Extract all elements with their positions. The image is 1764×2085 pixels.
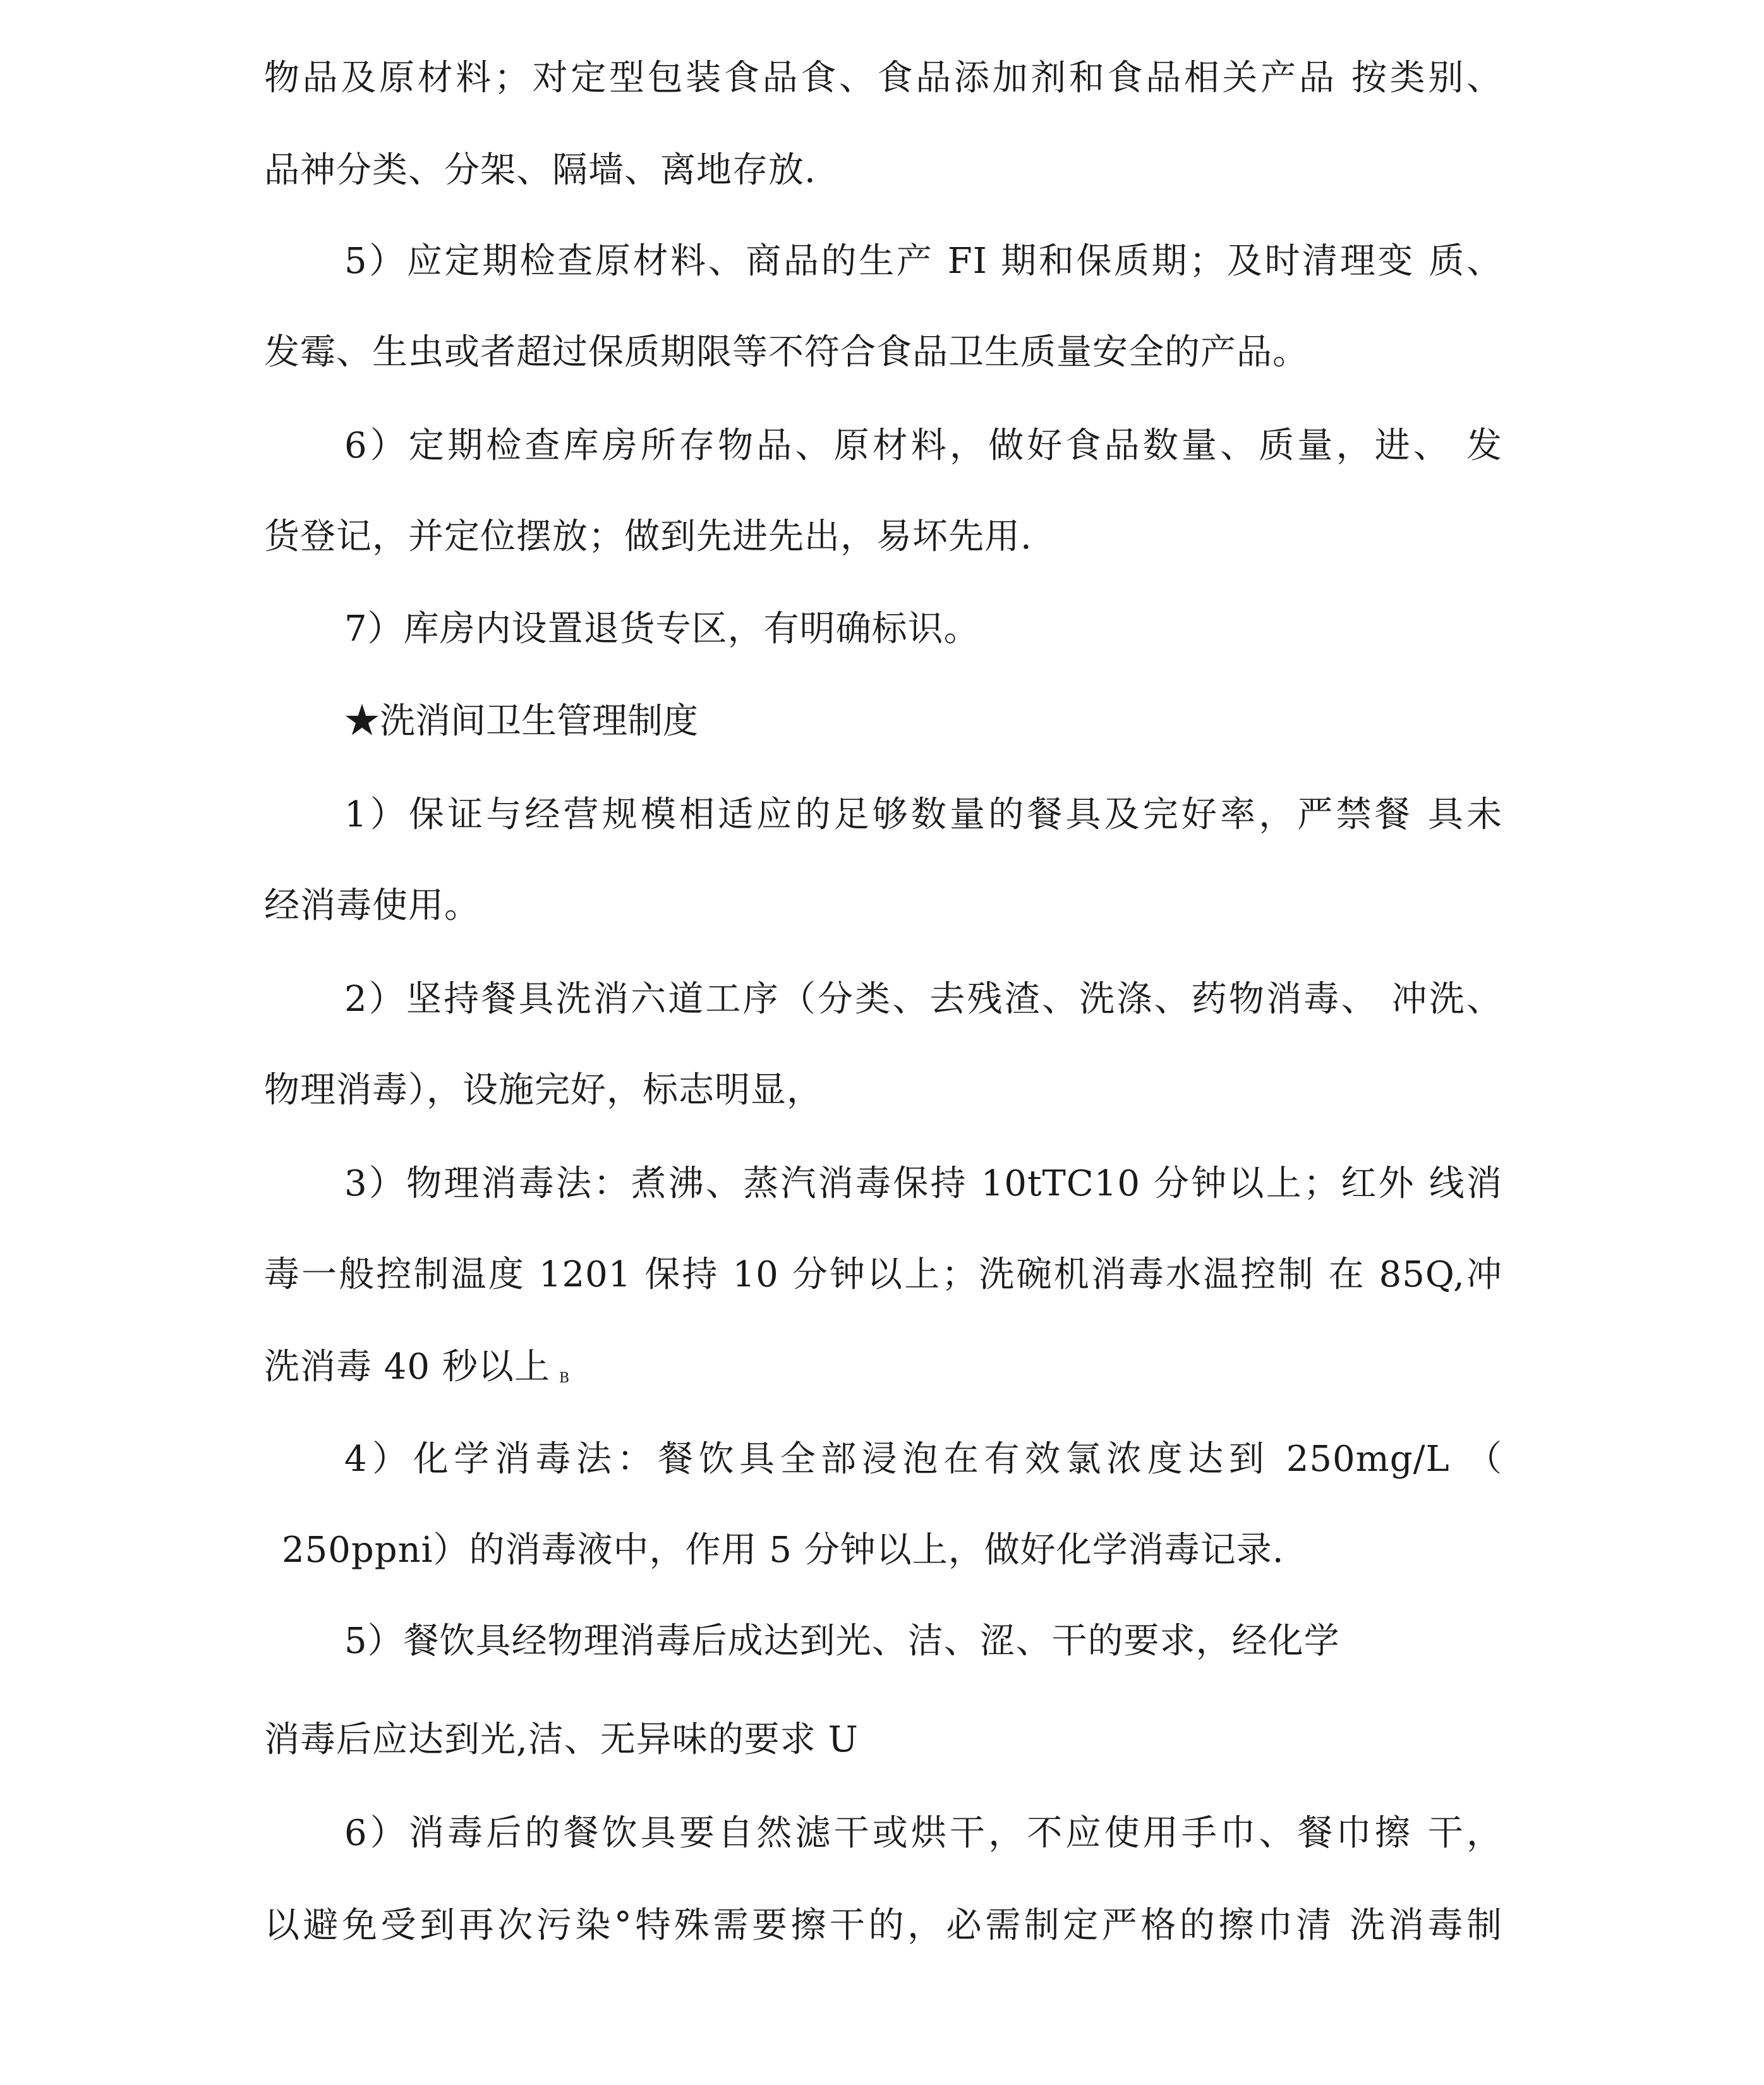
paragraph-line-17: 250ppni）的消毒液中，作用 5 分钟以上，做好化学消毒记录. (282, 1530, 1284, 1571)
paragraph-line-20: 6）消毒后的餐饮具要自然滤干或烘干，不应使用手巾、餐巾擦 干， (344, 1813, 1502, 1854)
paragraph-line-9: 1）保证与经营规模相适应的足够数量的餐具及完好率，严禁餐 具未 (344, 794, 1502, 835)
paragraph-line-5: 6）定期检查库房所存物品、原材料，做好食品数量、质量，进、 发 (344, 425, 1502, 466)
paragraph-line-11: 2）坚持餐具洗消六道工序（分类、去残渣、洗涤、药物消毒、 冲洗、 (344, 979, 1502, 1020)
paragraph-line-1: 物品及原材料；对定型包装食品食、食品添加剂和食品相关产品 按类别、 (264, 57, 1502, 99)
paragraph-line-15-text: 洗消毒 40 秒以上 (264, 1346, 550, 1387)
paragraph-line-14: 毒一般控制温度 1201 保持 10 分钟以上；洗碗机消毒水温控制 在 85Q,冲 (264, 1254, 1502, 1295)
paragraph-line-13: 3）物理消毒法：煮沸、蒸汽消毒保持 10tTC10 分钟以上；红外 线消 (344, 1163, 1503, 1204)
section-heading: ★洗消间卫生管理制度 (344, 701, 698, 742)
paragraph-line-10: 经消毒使用。 (264, 885, 480, 926)
paragraph-line-19: 消毒后应达到光,洁、无异味的要求 U (264, 1719, 859, 1760)
paragraph-line-7: 7）库房内设置退货专区，有明确标识。 (344, 608, 980, 650)
paragraph-line-15 (264, 1345, 1502, 1401)
paragraph-line-6: 货登记，并定位摆放；做到先进先出，易坏先用. (264, 516, 1032, 557)
paragraph-line-3: 5）应定期检查原材料、商品的生产 FI 期和保质期；及时清理变 质、 (344, 241, 1502, 282)
paragraph-line-21: 以避免受到再次污染°特殊需要擦干的，必需制定严格的擦巾清 洗消毒制 (264, 1905, 1502, 1946)
paragraph-line-12: 物理消毒），设施完好，标志明显， (264, 1070, 823, 1111)
subscript-mark: B (559, 1370, 571, 1386)
paragraph-line-4: 发霉、生虫或者超过保质期限等不符合食品卫生质量安全的产品。 (264, 332, 1308, 373)
paragraph-line-2: 品神分类、分架、隔墙、离地存放. (264, 150, 816, 191)
paragraph-line-16: 4）化学消毒法：餐饮具全部浸泡在有效氯浓度达到 250mg/L （ (344, 1439, 1502, 1480)
paragraph-line-18: 5）餐饮具经物理消毒后成达到光、洁、涩、干的要求，经化学 (344, 1621, 1340, 1662)
